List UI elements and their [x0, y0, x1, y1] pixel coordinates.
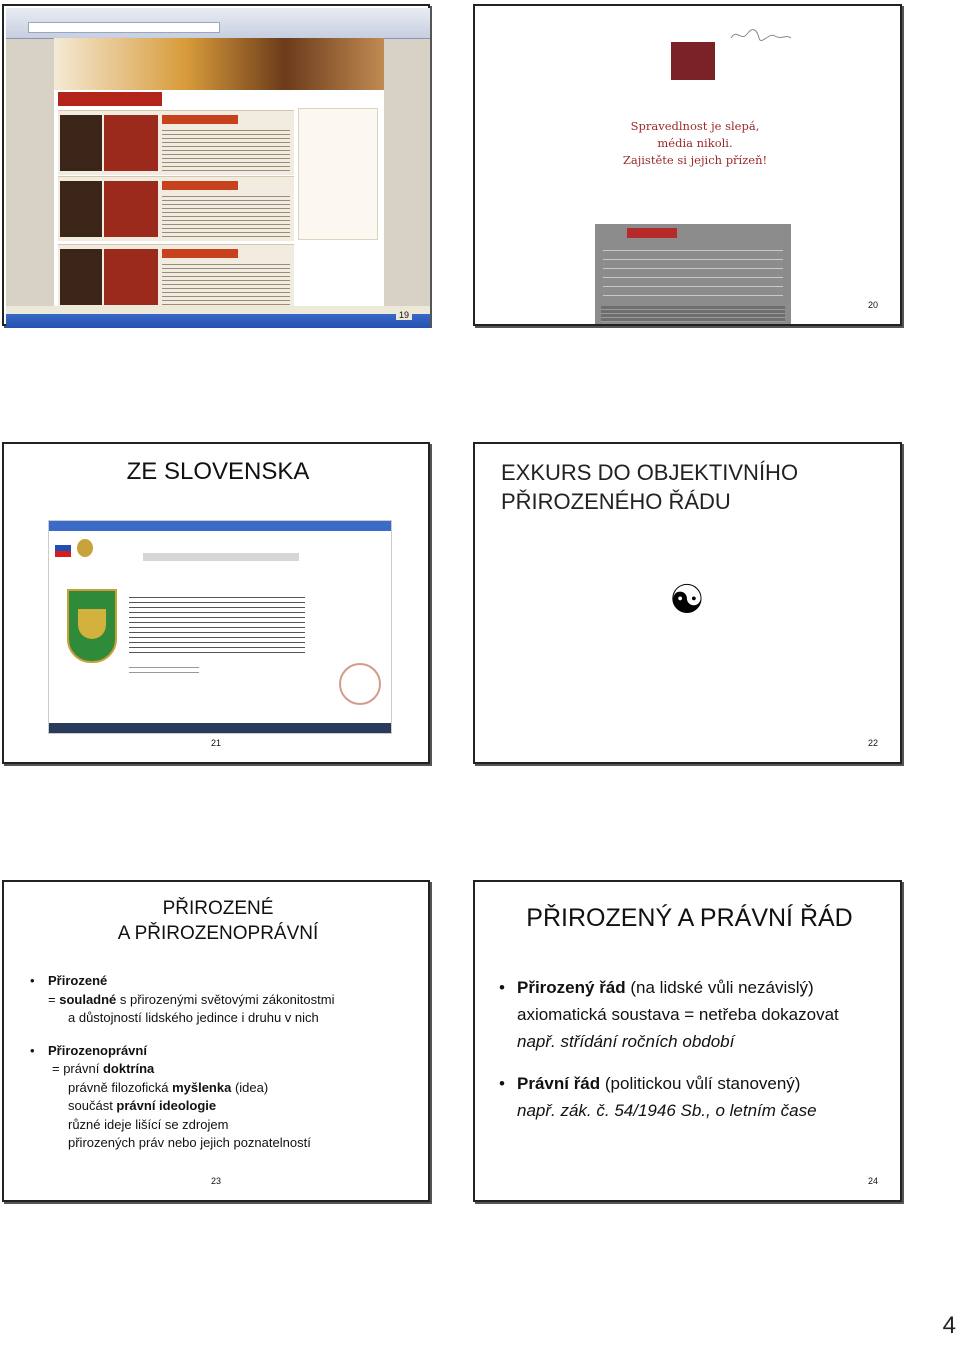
media-screenshot	[475, 6, 900, 324]
taskbar	[49, 723, 391, 733]
register-screenshot	[48, 520, 392, 734]
slide-number: 20	[867, 300, 878, 310]
bullet-line: axiomatická soustava = netřeba dokazovat	[517, 1005, 839, 1024]
profile-info	[104, 115, 158, 171]
bullet-line: např. střídání ročních období	[517, 1032, 735, 1051]
definition-line: a důstojností lidského jedince i druhu v nich	[68, 1010, 319, 1025]
profile-card	[58, 244, 294, 309]
text-prefix: = právní	[52, 1061, 103, 1076]
side-form	[298, 108, 378, 240]
slide-title: PŘIROZENÝ A PRÁVNÍ ŘÁD	[526, 904, 853, 932]
text-bold: souladné	[59, 991, 117, 1007]
slide-21	[2, 442, 430, 764]
text-prefix: součást	[68, 1098, 117, 1113]
slide-23	[2, 880, 430, 1202]
signature-drawing	[729, 26, 793, 44]
footer-text	[129, 663, 199, 677]
profile-card	[58, 110, 294, 175]
text-bold: Právní řád	[517, 1074, 601, 1093]
profile-info	[104, 181, 158, 237]
profile-photo	[60, 115, 102, 171]
profile-name-bar	[162, 181, 238, 190]
slogan	[615, 118, 775, 169]
profile-photo	[60, 181, 102, 237]
text-bold: doktrína	[102, 1061, 155, 1076]
profile-text	[162, 261, 290, 305]
text-bold: právní ideologie	[116, 1098, 217, 1113]
definition-line	[28, 1097, 334, 1116]
slide-number: 22	[867, 738, 878, 748]
browser-top-bar	[49, 521, 391, 531]
profile-card	[58, 176, 294, 241]
body-text	[129, 593, 305, 653]
slide-number: 21	[210, 738, 221, 748]
definition-line	[28, 991, 334, 1010]
title-line: EXKURS DO OBJEKTIVNÍHO	[501, 460, 799, 485]
definition-line: různé ideje lišící se zdrojem	[68, 1116, 229, 1132]
bullet-heading: • Přirozené	[28, 972, 334, 991]
bullet-item	[499, 974, 839, 1001]
slide-body	[499, 974, 839, 1124]
text-bold: myšlenka	[172, 1079, 232, 1095]
menu-lines	[603, 242, 783, 302]
slide-title: ZE SLOVENSKA	[126, 458, 310, 485]
slide-24	[473, 880, 902, 1202]
flag-icon	[55, 539, 71, 557]
text-prefix: =	[48, 991, 60, 1007]
text-rest: (politickou vůlí stanovený)	[600, 1074, 801, 1093]
web-page	[54, 38, 384, 314]
title-line: PŘIROZENÉHO ŘÁDU	[501, 489, 731, 514]
definition-line: přirozených práv nebo jejich poznatelností	[68, 1135, 311, 1150]
slide-title	[501, 458, 798, 516]
taskbar	[6, 314, 430, 328]
page-number: 4	[942, 1312, 956, 1339]
address-bar	[28, 22, 220, 33]
definition-line	[28, 1079, 334, 1098]
profile-name-bar	[162, 249, 238, 258]
profile-text	[162, 127, 290, 171]
slogan-line: Zajistěte si jejich přízeň!	[622, 153, 768, 167]
definition-line	[28, 1060, 334, 1079]
bullet-line: např. zák. č. 54/1946 Sb., o letním čase	[517, 1101, 817, 1120]
text-bold: Přirozený řád	[517, 978, 626, 997]
logo-square	[671, 42, 715, 80]
galerie-screenshot	[6, 8, 430, 328]
slide-number: 23	[210, 1176, 221, 1186]
site-banner	[54, 38, 384, 90]
red-tag	[627, 228, 677, 238]
title-line: PŘIROZENÉ	[162, 898, 274, 919]
slide-19	[2, 4, 430, 326]
info-band	[595, 224, 791, 324]
text-rest: (idea)	[231, 1079, 269, 1095]
yin-yang-icon: ☯	[669, 578, 705, 622]
slide-number: 19	[396, 310, 412, 320]
slogan-line: média nikoli.	[657, 136, 733, 150]
profile-photo	[60, 249, 102, 305]
coat-of-arms	[67, 589, 117, 663]
profile-name-bar	[162, 115, 238, 124]
text-prefix: právně filozofická	[68, 1079, 173, 1095]
title-line: A PŘIROZENOPRÁVNÍ	[117, 923, 319, 944]
slide-title	[4, 896, 432, 946]
slide-body	[28, 972, 334, 1153]
profile-info	[104, 249, 158, 305]
register-title-bar	[143, 553, 299, 561]
bullet-item	[499, 1070, 839, 1097]
text-rest: s přirozenými světovými zákonitostmi	[116, 991, 335, 1007]
status-bar	[6, 306, 430, 314]
footer-text	[601, 306, 785, 322]
bullet-heading: • Přirozenoprávní	[28, 1042, 334, 1061]
slide-22	[473, 442, 902, 764]
slogan-line: Spravedlnost je slepá,	[630, 119, 760, 133]
text-rest: (na lidské vůli nezávislý)	[625, 978, 814, 997]
section-header-bar	[58, 92, 162, 106]
browser-toolbar	[6, 8, 430, 39]
emblem-icon	[77, 539, 93, 557]
seal-icon	[339, 663, 381, 705]
signature	[729, 26, 793, 47]
profile-text	[162, 193, 290, 237]
slide-number: 24	[867, 1176, 878, 1186]
slide-20	[473, 4, 902, 326]
